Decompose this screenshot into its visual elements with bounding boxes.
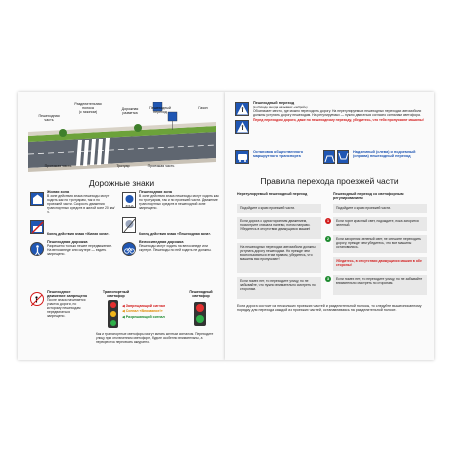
bicycle-path-sign-icon	[122, 242, 136, 256]
pedestrian-zone-block	[139, 190, 219, 210]
pedestrian-zone-end-block	[139, 232, 219, 236]
yellow-arrow-icon: ◀	[122, 309, 125, 314]
unregulated-rule-2-text: Если дорога с односторонним движением, посмотрите сначала налево, потом направо. Убедитесь в отсутствии движущихся машин!	[240, 219, 311, 232]
living-zone-sign-icon	[30, 192, 44, 206]
pedestrian-path-name: Пешеходная дорожка	[47, 240, 88, 244]
regulated-rule-4	[333, 257, 427, 271]
unregulated-rule-3-text: На пешеходных переходах автомобили должны уступать дорогу пешеходам. Но прежде чем воспользоваться этим правом, убедитесь, что машины вас пропускают!	[240, 245, 316, 262]
road-diagram	[28, 102, 216, 174]
bicycle-path-name: Велосипедная дорожка	[139, 240, 184, 244]
no-pedestrians-desc: После знака начинается участок дороги, по которому пешеходам передвигаться запрещено.	[47, 298, 86, 319]
signal-legend	[122, 304, 192, 319]
unregulated-rule-4	[237, 277, 321, 299]
living-zone-end-block	[47, 232, 115, 236]
regulated-crossing-heading: Пешеходный переход со светофорным регулированием	[333, 192, 404, 201]
label-lawn: Газон	[198, 106, 208, 110]
crosswalk-alert: Перед переходом дороги, даже по пешеходному переходу, убедитесь, что тебя пропускают машины!	[253, 118, 424, 123]
yellow-signal-label: Сигнал «Внимание!»	[125, 309, 163, 314]
crosswalk-sign-mirror-icon	[235, 120, 249, 134]
bicycle-path-desc: Пешеходы могут ходить на велосипеде или скутере. Пешеходы по ней ходить не должны.	[139, 244, 212, 253]
bus-stop-sign-icon	[235, 150, 249, 164]
pedestrian-path-sign-icon	[30, 242, 44, 256]
traffic-light-title: Транспортный светофор	[102, 290, 130, 298]
regulated-rule-4-text: Убедитесь, в отсутствии движущихся машин в обе стороны!	[336, 259, 422, 268]
green-signal-label: Разрешающий сигнал	[125, 314, 165, 319]
regulated-rule-5-text: Если помех нет, то переходите улицу, но не забывайте внимательно смотреть по сторонам.	[336, 277, 423, 286]
step-2-badge: 2	[327, 237, 329, 241]
bottom-note: Если дорога состоит из нескольких проезжих частей и разделительной полосы, то следуйте вышеописанному порядку для перехода каждой из проезжих частей, останавливаясь на разделительной полосе.	[237, 304, 422, 313]
unregulated-rule-1	[237, 204, 321, 213]
living-zone-desc: В зоне действия знака пешеходы могут ходить как по тротуарам, так и по проезжей части. Скорость движения транспортных средств в жилой зоне 20 км/ч.	[47, 194, 115, 215]
left-page	[18, 92, 225, 360]
unregulated-rule-4-text: Если помех нет, то переходите улицу, но не забывайте, что нужно внимательно смотреть по сторонам.	[240, 279, 316, 292]
label-carriageway: Проезжая часть	[147, 164, 175, 168]
pedestrian-zone-end-sign-icon	[122, 217, 136, 233]
regulated-rule-2-text: Если горит красный свет, подождите, пока загорится зеленый.	[336, 219, 419, 228]
regulated-rule-3-text: Если загорелся зеленый свет, не спешите переходить дорогу, прежде чем убедитесь, что все машины остановились.	[336, 237, 422, 250]
no-pedestrians-name: Пешеходное движение запрещено	[47, 290, 88, 298]
regulated-rule-1-text: Подойдите к краю проезжей части.	[336, 206, 392, 210]
traffic-light-icon	[108, 300, 118, 328]
crosswalk-sub: (в обиходе иногда называют «зеброй»)	[253, 105, 308, 109]
label-crosswalk: Пешеходный переход	[149, 106, 171, 114]
overpass-sign-icon	[323, 150, 335, 164]
crosswalk-sign-icon	[235, 102, 249, 116]
pedestrian-zone-desc: В зоне действия знака пешеходы могут ходить как по тротуарам, так и по проезжей части. Движение транспортных средств в пешеходной зоне запрещено.	[139, 194, 219, 211]
living-zone-block	[47, 190, 115, 214]
no-pedestrians-sign-icon	[30, 292, 44, 306]
bus-stop-block	[253, 150, 313, 158]
regulated-rule-5	[333, 275, 427, 295]
label-footpath: Пешеходная часть	[38, 114, 60, 122]
step-1-badge: 1	[327, 219, 329, 223]
label-roadway: Проезжая часть	[44, 164, 72, 168]
unregulated-rule-3	[237, 243, 321, 273]
living-zone-name: Жилая зона	[47, 190, 70, 194]
regulated-rule-3	[333, 235, 427, 253]
overpass-name: Надземный (слева) и подземный (справа) пешеходный переход	[353, 150, 416, 158]
pedestrian-zone-end-name: Конец действия знака «Пешеходная зона».	[139, 232, 212, 236]
living-zone-end-sign-icon	[30, 220, 44, 234]
bicycle-path-block	[139, 240, 219, 252]
green-arrow-icon: ◀	[122, 314, 125, 319]
underpass-sign-icon	[337, 150, 349, 164]
regulated-rule-1	[333, 204, 427, 213]
ped-traffic-light-icon	[194, 302, 206, 326]
pedestrian-zone-name: Пешеходная зона	[139, 190, 172, 194]
living-zone-end-name: Конец действия знака «Жилая зона».	[47, 232, 110, 236]
pedestrian-path-block	[47, 240, 115, 256]
unregulated-crossing-heading: Нерегулируемый пешеходный переход	[237, 192, 308, 196]
step-3-badge: 3	[327, 277, 329, 281]
no-pedestrians-block	[47, 290, 89, 318]
red-arrow-icon: ◀	[122, 304, 125, 308]
ped-traffic-light-title: Пешеходный светофор	[189, 290, 213, 298]
unregulated-rule-2	[237, 217, 321, 239]
label-road-markings: Дорожная разметка	[121, 107, 139, 115]
traffic-light-note: Как и транспортные светофоры могут мигать желтым сигналом. Переходите улицу при отключенном светофоре, будьте особенно внимательны, а перекресток пересекать аккуратно.	[96, 332, 214, 344]
label-sidewalk: Тротуар	[116, 164, 130, 168]
pedestrian-zone-sign-icon	[122, 192, 136, 208]
label-divider-sub: (с газоном)	[78, 110, 98, 114]
label-divider: Разделительная полоса	[74, 102, 102, 110]
red-signal-label: Запрещающий сигнал	[125, 304, 166, 308]
crosswalk-desc: Обозначает место, где можно переходить дорогу. На нерегулируемых пешеходных переходах автомобили должны уступать дорогу пешеходам. На регулируемых — нужно двигаться согласно сигналам светофора.	[253, 109, 422, 118]
overpass-block	[353, 150, 427, 158]
right-page	[225, 92, 434, 360]
bus-stop-name: Остановка общественного маршрутного транспорта	[253, 150, 304, 158]
road-signs-title: Дорожные знаки	[88, 178, 155, 188]
regulated-rule-2	[333, 217, 427, 231]
crosswalk-block	[253, 101, 425, 122]
crosswalk-name: Пешеходный переход	[253, 101, 295, 105]
unregulated-rule-1-text: Подойдите к краю проезжей части.	[240, 206, 296, 210]
crossing-rules-title: Правила перехода проезжей части	[260, 176, 399, 186]
pedestrian-path-desc: Разрешено только пешее передвижение. На велосипеде или скутере — ездить запрещено.	[47, 244, 113, 257]
svg-text:ЗОНА: ЗОНА	[125, 204, 134, 208]
